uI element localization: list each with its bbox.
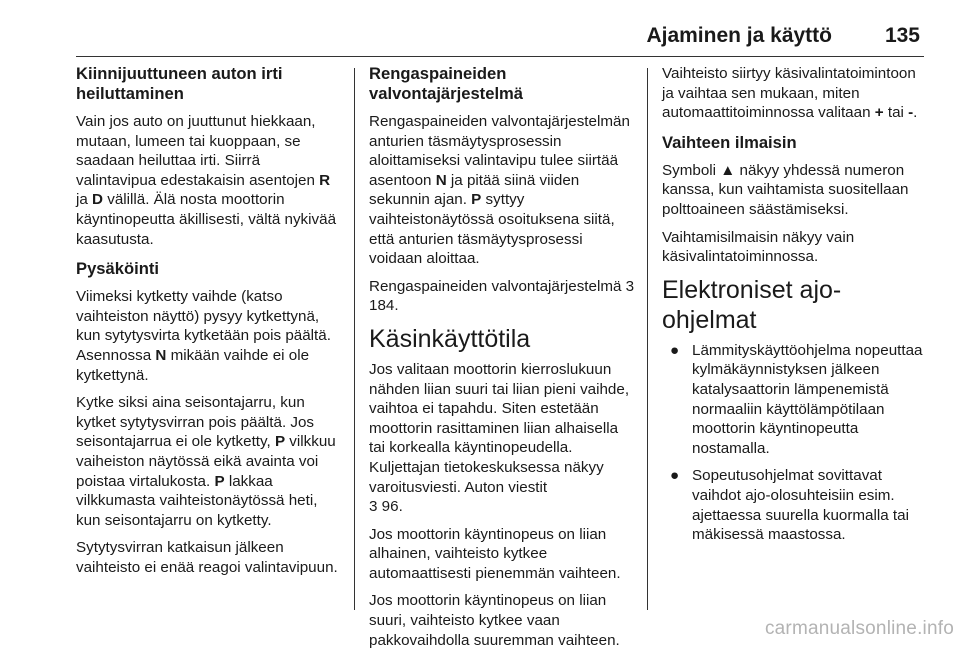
column-divider-2	[647, 68, 648, 610]
paragraph: Vain jos auto on juuttunut hiekkaan, mutaan, lumeen tai kuoppaan, se saadaan heiluttaa irti. Siirrä valintavipua edestakaisin asentojen R ja D välillä. Älä nosta moottorin käyntinopeutta äkillisesti, vältä nykivää kaasutusta.	[76, 113, 337, 248]
watermark: carmanualsonline.info	[764, 618, 954, 639]
paragraph: Vaihtamisilmaisin näkyy vain käsivalintatoiminnossa.	[662, 228, 855, 266]
paragraph: Rengaspaineiden valvontajärjestelmä 3 184.	[369, 277, 635, 315]
section-heading-tpms: Rengaspaineiden valvontajärjestelmä	[369, 64, 524, 103]
paragraph: Jos moottorin käyntinopeus on liian suuri, vaihteisto kytkee vaan pakkovaihdolla suuremman vaihteen.	[369, 592, 620, 649]
list-item: ● Lämmityskäyttöohjelma nopeuttaa kylmäkäynnistyksen jälkeen katalysaattorin lämpenemistä normaaliin käyttölämpötilaan moottorin käyntinopeutta nostamalla.	[670, 341, 923, 457]
program-list	[662, 341, 927, 545]
column-divider-1	[354, 68, 355, 610]
bullet-icon: ●	[670, 341, 680, 359]
chapter-title: Ajaminen ja käyttö	[646, 24, 832, 47]
list-item: ● Sopeutusohjelmat sovittavat vaihdot ajo-olosuhteisiin esim. ajettaessa suurella kuormalla tai mäkisessä maastossa.	[670, 467, 909, 544]
section-heading-manual-mode: Käsinkäyttötila	[369, 324, 531, 353]
column-2	[369, 64, 637, 658]
paragraph: Symboli ▲ näkyy yhdessä numeron kanssa, kun vaihtamista suositellaan polttoaineen säästämiseksi.	[662, 161, 909, 218]
page-ref-icon: 3	[369, 498, 378, 516]
paragraph: Jos valitaan moottorin kierroslukuun nähden liian suuri tai liian pieni vaihde, vaihtoa ei tapahdu. Siten estetään moottorin rasittaminen liian alhaisella tai korkealla käyntinopeudella. Kuljettajan tietokeskuksessa näkyy varoitusviesti. Auton viestit 3 96.	[369, 360, 630, 516]
section-heading-electronic-programs: Elektroniset ajo-ohjelmat	[662, 275, 842, 334]
paragraph: Jos moottorin käyntinopeus on liian alhainen, vaihteisto kytkee automaattisesti pienemmän vaihteen.	[369, 525, 621, 582]
paragraph: Sytytysvirran katkaisun jälkeen vaihteisto ei enää reagoi valintavipuun.	[76, 539, 338, 576]
section-heading-rocking: Kiinnijuuttuneen auton irti heiluttaminen	[76, 64, 283, 103]
paragraph: Kytke siksi aina seisontajarru, kun kytket sytytysvirran pois päältä. Jos seisontajarrua ei ole kytketty, P vilkkuu vaiheiston näytössä eikä avainta voi poistaa virtalukosta. P lakkaa vilkkumasta vaihteistonäytössä heti, kun seisontajarru on kytketty.	[76, 394, 336, 529]
triangle-up-icon: ▲	[720, 161, 736, 179]
section-heading-gear-indicator: Vaihteen ilmaisin	[662, 132, 797, 152]
section-heading-parking: Pysäköinti	[76, 259, 160, 279]
paragraph: Vaihteisto siirtyy käsivalintatoimintoon ja vaihtaa sen mukaan, miten automaattitoiminnossa valitaan + tai -.	[662, 65, 918, 122]
bullet-icon: ●	[670, 467, 680, 485]
page-number: 135	[884, 24, 920, 47]
column-1	[76, 64, 342, 585]
column-3	[662, 64, 927, 553]
paragraph: Rengaspaineiden valvontajärjestelmän anturien täsmäytysprosessin aloittamiseksi valintavipu tulee siirtää asentoon N ja pitää siinä viiden sekunnin ajan. P syttyy vaihteistonäytössä osoituksena siitä, että anturien täsmäytysprosessi voidaan aloittaa.	[369, 113, 630, 268]
paragraph: Viimeksi kytketty vaihde (katso vaihteiston näyttö) pysyy kytkettynä, kun sytytysvirta kytketään pois päältä. Asennossa N mikään vaihde ei ole kytkettynä.	[76, 288, 331, 384]
page-header	[76, 24, 924, 57]
page-ref-icon: 3	[625, 277, 635, 295]
